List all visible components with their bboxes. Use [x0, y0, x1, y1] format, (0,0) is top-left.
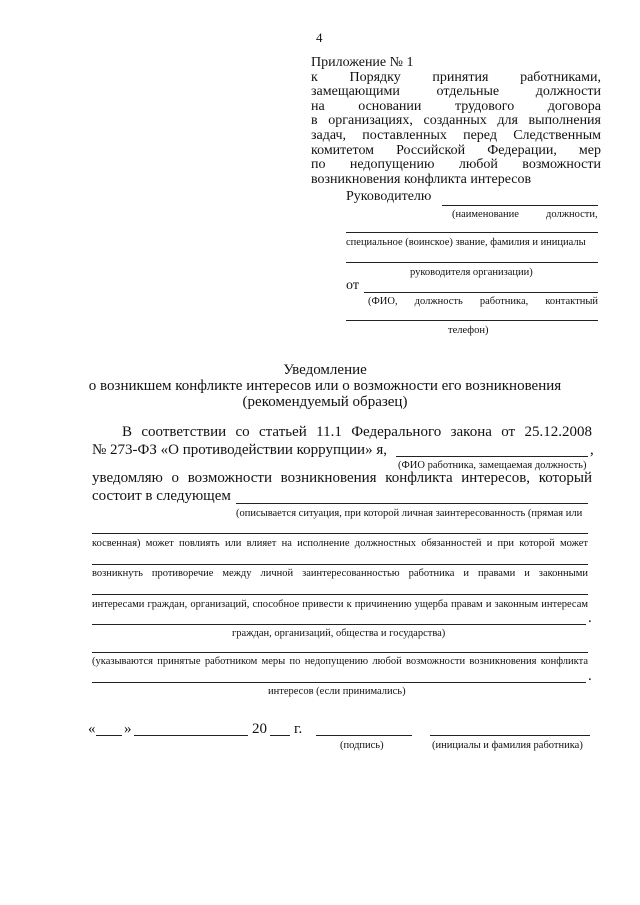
from-field[interactable] [364, 292, 598, 293]
title-line-3: (рекомендуемый образец) [242, 394, 408, 410]
name-field[interactable] [430, 735, 590, 736]
appendix-line: к Порядку принятия работниками, [311, 69, 601, 85]
situation-field-2[interactable] [92, 533, 588, 534]
to-hint-left: (наименование [452, 209, 519, 220]
appendix-line: по недопущению любой возможности [311, 157, 601, 173]
date-month-field[interactable] [134, 735, 248, 736]
measures-hint-2: интересов (если принимались) [268, 686, 406, 697]
situation-hint-1: (описывается ситуация, при которой личная заинтересованность (прямая или [236, 508, 583, 519]
situation-hint-5: граждан, организаций, общества и государства) [232, 628, 446, 639]
situation-hint-3: возникнуть противоречие между личной заинтересованностью работника и правами и законными [92, 568, 588, 579]
date-day-field[interactable] [96, 735, 122, 736]
to-hint-3: руководителя организации) [410, 267, 533, 278]
appendix-line: возникновения конфликта интересов [311, 171, 532, 187]
situation-hint-2: косвенная) может повлиять или влияет на исполнение должностных обязанностей и при которой может [92, 538, 588, 549]
measures-hint-1: (указываются принятые работником меры по недопущению любой возможности возникновения конфликта [92, 656, 588, 667]
name-hint: (инициалы и фамилия работника) [432, 740, 583, 751]
to-field[interactable] [442, 205, 598, 206]
measures-period: . [588, 668, 592, 684]
situation-hint-4: интересами граждан, организаций, способное привести к причинению ущерба правам и законным интересам [92, 599, 588, 610]
appendix-block [311, 56, 601, 187]
to-label: Руководителю [346, 189, 432, 204]
title-line-2: о возникшем конфликте интересов или о возможности его возникновения [88, 378, 562, 394]
body-paragraph-1-line-2: № 273-ФЗ «О противодействии коррупции» я, [92, 442, 387, 458]
appendix-line: на основании трудового договора [311, 98, 601, 114]
fio-comma: , [590, 442, 594, 458]
date-year-suffix: г. [294, 721, 303, 737]
fio-hint: (ФИО работника, замещаемая должность) [398, 460, 587, 471]
to-field-3[interactable] [346, 262, 598, 263]
appendix-line: замещающими отдельные должности [311, 84, 601, 100]
page-number: 4 [316, 30, 323, 45]
situation-field-4[interactable] [92, 594, 588, 595]
body-paragraph-1-line-1: В соответствии со статьей 11.1 Федерального закона от 25.12.2008 [122, 424, 592, 440]
appendix-line: в организациях, созданных для выполнения [311, 113, 601, 129]
measures-field-1[interactable] [92, 652, 588, 653]
body-paragraph-2-line-1: уведомляю о возможности возникновения конфликта интересов, который [92, 470, 592, 486]
measures-field-2[interactable] [92, 682, 586, 683]
from-hint [368, 296, 598, 307]
appendix-line: комитетом Российской Федерации, мер [311, 142, 601, 158]
body-paragraph-2-line-2: состоит в следующем [92, 488, 231, 504]
to-field-2[interactable] [346, 232, 598, 233]
date-year-field[interactable] [270, 735, 290, 736]
situation-field-1[interactable] [236, 503, 588, 504]
to-hint-2: специальное (воинское) звание, фамилия и инициалы [346, 237, 586, 248]
to-hint-right: должности, [546, 209, 598, 220]
appendix-title: Приложение № 1 [311, 55, 414, 70]
from-hint-word: (ФИО, [368, 296, 398, 307]
document-title [60, 362, 590, 410]
from-hint-2: телефон) [448, 325, 489, 336]
situation-field-5[interactable] [92, 624, 586, 625]
from-hint-word: должность [414, 296, 463, 307]
from-field-2[interactable] [346, 320, 598, 321]
from-hint-word: контактный [545, 296, 598, 307]
from-label: от [346, 278, 359, 293]
situation-field-3[interactable] [92, 564, 588, 565]
date-quote-open: « [88, 721, 96, 737]
signature-field[interactable] [316, 735, 412, 736]
appendix-line: задач, поставленных перед Следственным [311, 127, 601, 143]
fio-field[interactable] [396, 456, 588, 457]
date-year-prefix: 20 [252, 721, 267, 737]
title-line-1: Уведомление [283, 362, 367, 378]
situation-period: . [588, 610, 592, 626]
date-quote-close: » [124, 721, 132, 737]
from-hint-word: работника, [479, 296, 529, 307]
signature-hint: (подпись) [340, 740, 384, 751]
